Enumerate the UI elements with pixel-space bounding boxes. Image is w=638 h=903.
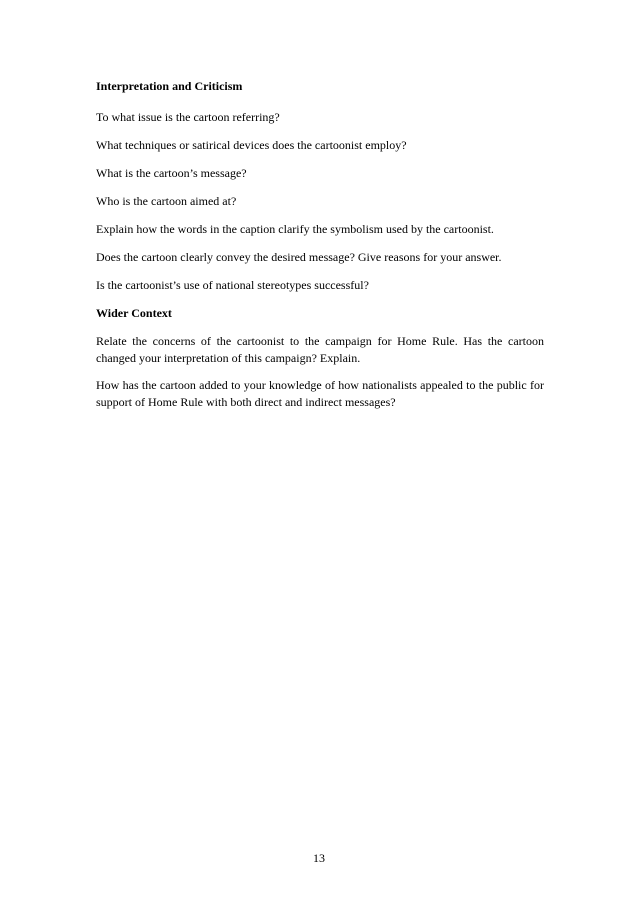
paragraph-nationalist-appeal: How has the cartoon added to your knowledge of how nationalists appealed to the public for support of Home Rule with both direct and indirect messages? <box>96 378 544 409</box>
question-audience: Who is the cartoon aimed at? <box>96 194 237 208</box>
question-issue: To what issue is the cartoon referring? <box>96 110 280 124</box>
paragraph-home-rule-concerns: Relate the concerns of the cartoonist to the campaign for Home Rule. Has the cartoon changed your interpretation of this campaign? Explain. <box>96 334 544 365</box>
page-content <box>96 78 544 421</box>
question-convey: Does the cartoon clearly convey the desired message? Give reasons for your answer. <box>96 250 502 264</box>
section-heading-wider-context: Wider Context <box>96 306 172 320</box>
section-heading-interpretation: Interpretation and Criticism <box>96 79 243 93</box>
question-stereotypes: Is the cartoonist’s use of national stereotypes successful? <box>96 278 369 292</box>
question-techniques: What techniques or satirical devices does the cartoonist employ? <box>96 138 407 152</box>
question-message: What is the cartoon’s message? <box>96 166 247 180</box>
page-number: 13 <box>313 851 325 865</box>
question-caption: Explain how the words in the caption clarify the symbolism used by the cartoonist. <box>96 222 494 236</box>
